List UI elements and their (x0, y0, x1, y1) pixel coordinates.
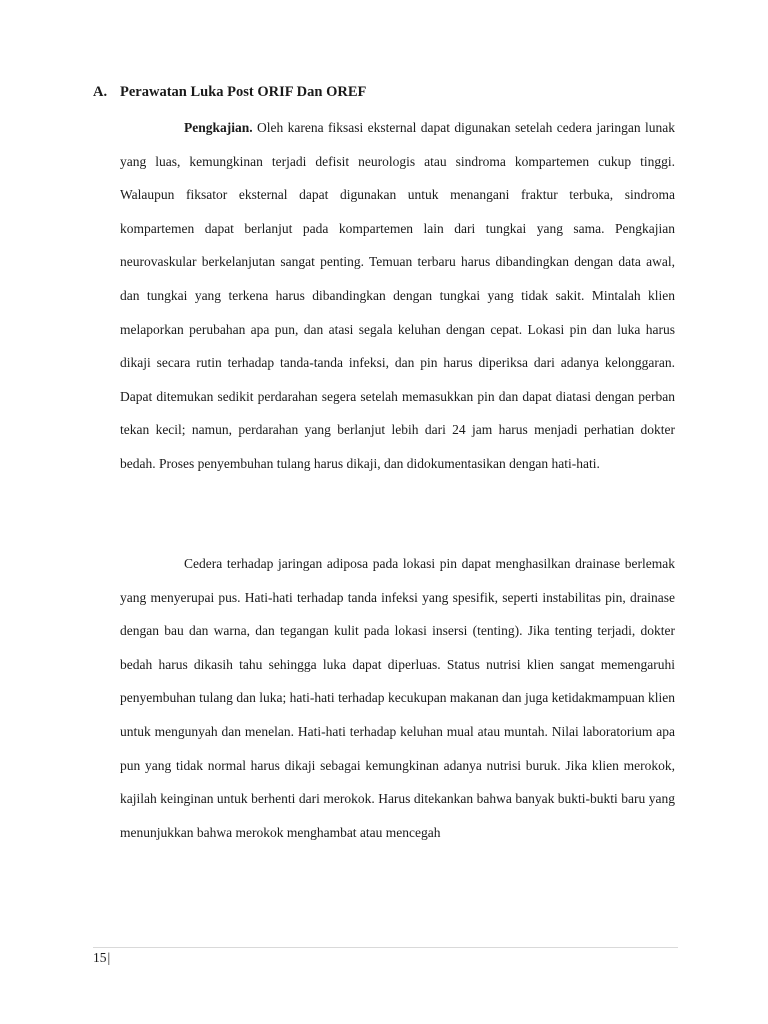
footer-divider (93, 947, 678, 948)
page-number-value: 15 (93, 950, 107, 965)
paragraph-1 (120, 111, 675, 481)
paragraph-text: Oleh karena fiksasi eksternal dapat digunakan setelah cedera jaringan lunak yang luas, kemungkinan terjadi defisit neurologis atau sindroma kompartemen cukup tinggi. Walaupun fiksator eksternal dapat digunakan untuk menangani fraktur terbuka, sindroma kompartemen dapat berlanjut pada kompartemen lain dari tungkai yang sama. Pengkajian neurovaskular berkelanjutan sangat penting. Temuan terbaru harus dibandingkan dengan data awal, dan tungkai yang terkena harus dibandingkan dengan tungkai yang tidak sakit. Mintalah klien melaporkan perubahan apa pun, dan atasi segala keluhan dengan cepat. Lokasi pin dan luka harus dikaji secara rutin terhadap tanda-tanda infeksi, dan pin harus diperiksa dari adanya kelonggaran. Dapat ditemukan sedikit perdarahan segera setelah memasukkan pin dan dapat diatasi dengan perban tekan kecil; namun, perdarahan yang berlanjut lebih dari 24 jam harus menjadi perhatian dokter bedah. Proses penyembuhan tulang harus dikaji, dan didokumentasikan dengan hati-hati. (120, 120, 675, 471)
paragraph-lead: Pengkajian. (184, 120, 253, 135)
paragraph-text: Cedera terhadap jaringan adiposa pada lokasi pin dapat menghasilkan drainase berlemak yang menyerupai pus. Hati-hati terhadap tanda infeksi yang spesifik, seperti instabilitas pin, drainase dengan bau dan warna, dan tegangan kulit pada lokasi insersi (tenting). Jika tenting terjadi, dokter bedah harus dikasih tahu sehingga luka dapat diperluas. Status nutrisi klien sangat memengaruhi penyembuhan tulang dan luka; hati-hati terhadap kecukupan makanan dan juga ketidakmampuan klien untuk mengunyah dan menelan. Hati-hati terhadap keluhan mual atau muntah. Nilai laboratorium apa pun yang tidak normal harus dikaji sebagai kemungkinan adanya nutrisi buruk. Jika klien merokok, kajilah keinginan untuk berhenti dari merokok. Harus ditekankan bahwa banyak bukti-bukti baru yang menunjukkan bahwa merokok menghambat atau mencegah (120, 556, 675, 840)
paragraph-2 (120, 547, 675, 849)
section-letter: A. (93, 84, 108, 100)
section-title: Perawatan Luka Post ORIF Dan OREF (120, 84, 367, 100)
section-heading (93, 84, 366, 101)
page-number-separator: | (107, 950, 111, 965)
page-number (93, 950, 110, 966)
